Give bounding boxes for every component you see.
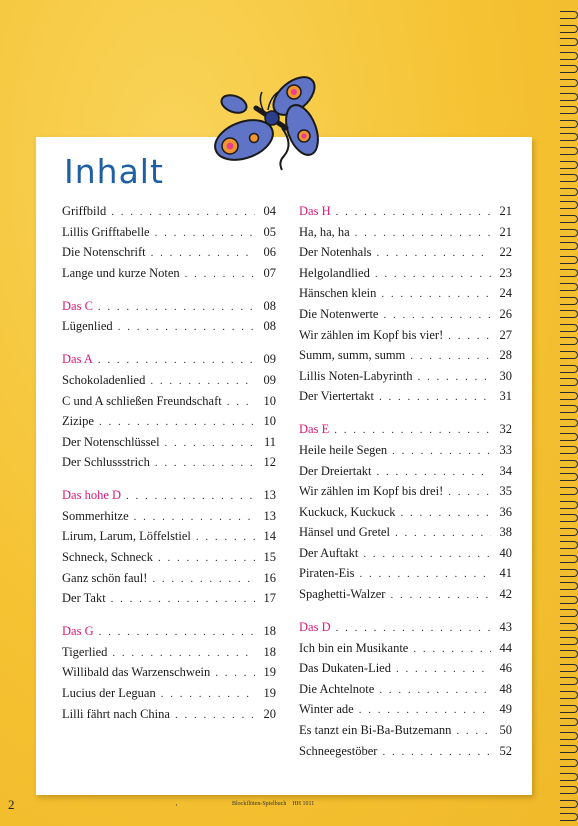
toc-entry (299, 464, 512, 485)
toc-page-number: 11 (263, 434, 276, 449)
toc-entry-title: Das H (299, 204, 331, 218)
toc-entry (62, 319, 276, 340)
footer-dot: · (175, 800, 178, 810)
toc-page-number: 40 (499, 545, 512, 560)
toc-page-number: 09 (263, 372, 276, 387)
toc-spacer (62, 286, 276, 298)
toc-page-number: 13 (263, 488, 276, 503)
toc-page-number: 08 (263, 298, 276, 313)
toc-entry (299, 587, 512, 608)
spiral-coil (558, 132, 578, 141)
toc-entry-title: Hänschen klein (299, 286, 377, 301)
toc-entry-title: Die Notenwerte (299, 306, 379, 321)
spiral-coil (558, 309, 578, 318)
toc-entry (62, 225, 276, 246)
toc-entry (299, 443, 512, 464)
spiral-coil (558, 772, 578, 781)
toc-entry (62, 645, 276, 666)
toc-entry-title: Heile heile Segen (299, 442, 388, 457)
toc-dot-leader (155, 227, 255, 239)
toc-entry (299, 702, 512, 723)
spiral-coil (558, 418, 578, 427)
toc-page-number: 42 (499, 587, 512, 602)
toc-entry-title: Ha, ha, ha (299, 224, 350, 239)
toc-entry-title: Der Auftakt (299, 545, 359, 560)
spiral-coil (558, 160, 578, 169)
toc-dot-leader (377, 247, 491, 259)
toc-entry-title: Die Achtelnote (299, 681, 375, 696)
toc-dot-leader (150, 375, 255, 387)
toc-entry (62, 435, 276, 456)
toc-entry (299, 744, 512, 765)
toc-dot-leader (158, 552, 255, 564)
toc-entry-title: Das A (62, 352, 93, 367)
toc-entry-title: Wir zählen im Kopf bis drei! (299, 484, 444, 499)
toc-spacer (299, 410, 512, 422)
spiral-coil (558, 64, 578, 73)
spiral-coil (558, 799, 578, 808)
toc-page-number: 36 (499, 504, 512, 519)
toc-entry-title: Das Dukaten-Lied (299, 661, 391, 676)
toc-section-heading (62, 488, 276, 509)
toc-page-number: 04 (263, 204, 276, 218)
toc-dot-leader (410, 350, 491, 362)
toc-page-number: 21 (499, 204, 512, 218)
toc-page-number: 17 (263, 591, 276, 606)
toc-entry (299, 266, 512, 287)
toc-page-number: 30 (499, 368, 512, 383)
toc-entry-title: Hänsel und Gretel (299, 525, 390, 540)
toc-dot-leader (98, 301, 255, 313)
toc-entry-title: Schokoladenlied (62, 372, 146, 387)
toc-entry-title: Der Dreiertakt (299, 463, 372, 478)
page-title: Inhalt (64, 152, 164, 191)
toc-entry-title: Lange und kurze Noten (62, 265, 180, 280)
toc-entry-title: Das G (62, 624, 94, 639)
spiral-coil (558, 581, 578, 590)
spiral-coil (558, 228, 578, 237)
toc-page-number: 52 (499, 743, 512, 758)
spiral-coil (558, 296, 578, 305)
spiral-coil (558, 622, 578, 631)
toc-dot-leader (111, 593, 255, 605)
toc-right-column (299, 204, 512, 764)
spiral-coil (558, 472, 578, 481)
spiral-coil (558, 92, 578, 101)
toc-section-heading (62, 624, 276, 645)
footer-book-title: Blockflöten-Spielbuch (232, 801, 287, 807)
toc-dot-leader (381, 288, 491, 300)
toc-entry-title: Der Schlussstrich (62, 455, 150, 470)
toc-page-number: 33 (499, 442, 512, 457)
spiral-coil (558, 51, 578, 60)
toc-entry (62, 266, 276, 287)
toc-dot-leader (390, 589, 491, 601)
toc-page-number: 41 (499, 566, 512, 581)
toc-page-number: 13 (263, 508, 276, 523)
toc-dot-leader (99, 416, 255, 428)
toc-dot-leader (448, 486, 491, 498)
toc-entry-title: Das E (299, 422, 330, 437)
toc-dot-leader (379, 391, 491, 403)
toc-section-heading (299, 422, 512, 443)
toc-page-number: 28 (499, 348, 512, 363)
toc-page-number: 15 (263, 550, 276, 565)
toc-dot-leader (126, 490, 255, 502)
toc-page-number: 07 (263, 265, 276, 280)
toc-dot-leader (161, 688, 255, 700)
toc-entry (299, 369, 512, 390)
spiral-coil (558, 391, 578, 400)
toc-entry (62, 665, 276, 686)
toc-page-number: 16 (263, 570, 276, 585)
toc-entry-title: Das D (299, 620, 331, 635)
spiral-coil (558, 336, 578, 345)
toc-dot-leader (395, 527, 491, 539)
toc-section-heading (62, 299, 276, 320)
toc-dot-leader (215, 667, 255, 679)
toc-dot-leader (112, 647, 255, 659)
toc-entry (62, 204, 276, 225)
toc-entry (299, 389, 512, 410)
toc-entry (62, 455, 276, 476)
spiral-coil (558, 595, 578, 604)
spiral-coil (558, 690, 578, 699)
toc-entry (62, 571, 276, 592)
toc-dot-leader (360, 568, 491, 580)
toc-dot-leader (363, 548, 491, 560)
spiral-coil (558, 241, 578, 250)
spiral-coil (558, 173, 578, 182)
toc-page-number: 34 (499, 463, 512, 478)
toc-entry (62, 686, 276, 707)
toc-dot-leader (396, 663, 491, 675)
toc-dot-leader (336, 622, 491, 634)
toc-entry-title: Spaghetti-Walzer (299, 587, 386, 602)
toc-dot-leader (355, 227, 491, 239)
spiral-coil (558, 649, 578, 658)
toc-entry-title: Lucius der Leguan (62, 686, 156, 701)
spiral-coil (558, 255, 578, 264)
toc-entry-title: Das hohe D (62, 488, 122, 503)
spiral-coil (558, 568, 578, 577)
toc-page-number: 23 (499, 265, 512, 280)
toc-dot-leader (196, 531, 255, 543)
toc-entry-title: Sommerhitze (62, 508, 129, 523)
toc-page-number: 10 (263, 414, 276, 429)
toc-spacer (62, 340, 276, 352)
toc-page-number: 48 (499, 681, 512, 696)
toc-page-number: 24 (499, 286, 512, 301)
toc-entry (299, 225, 512, 246)
toc-dot-leader (175, 709, 255, 721)
toc-entry-title: Piraten-Eis (299, 566, 355, 581)
toc-entry (62, 550, 276, 571)
toc-entry-title: Summ, summ, summ (299, 348, 406, 363)
toc-spacer (62, 476, 276, 488)
footer-text (232, 801, 314, 807)
toc-entry (299, 566, 512, 587)
spiral-coil (558, 676, 578, 685)
toc-page-number: 10 (263, 393, 276, 408)
toc-dot-leader (401, 507, 492, 519)
toc-page-number: 44 (499, 640, 512, 655)
spiral-coil (558, 268, 578, 277)
dragonfly-illustration (198, 52, 338, 182)
toc-entry (299, 328, 512, 349)
toc-entry (299, 546, 512, 567)
toc-dot-leader (375, 268, 491, 280)
spiral-coil (558, 663, 578, 672)
toc-entry (299, 286, 512, 307)
toc-page-number: 26 (499, 306, 512, 321)
toc-entry-title: Kuckuck, Kuckuck (299, 504, 396, 519)
toc-entry-title: Die Notenschrift (62, 245, 146, 260)
toc-entry (299, 245, 512, 266)
toc-entry (299, 682, 512, 703)
spiral-coil (558, 119, 578, 128)
toc-entry-title: Winter ade (299, 702, 354, 717)
toc-dot-leader (448, 330, 491, 342)
spiral-coil (558, 105, 578, 114)
toc-dot-leader (227, 396, 255, 408)
toc-dot-leader (456, 725, 491, 737)
toc-section-heading (299, 204, 512, 225)
spiral-coil (558, 78, 578, 87)
toc-entry-title: Das C (62, 298, 93, 313)
spiral-coil (558, 554, 578, 563)
spiral-coil (558, 513, 578, 522)
spiral-coil (558, 785, 578, 794)
toc-page-number: 43 (499, 620, 512, 635)
toc-dot-leader (383, 309, 491, 321)
toc-entry (62, 373, 276, 394)
toc-page-number: 18 (263, 644, 276, 659)
spiral-coil (558, 744, 578, 753)
spiral-coil (558, 432, 578, 441)
toc-dot-leader (185, 268, 255, 280)
toc-entry (62, 707, 276, 728)
toc-spacer (62, 612, 276, 624)
toc-entry-title: Der Takt (62, 591, 106, 606)
toc-entry-title: Lilli fährt nach China (62, 706, 170, 721)
toc-page-number: 46 (499, 661, 512, 676)
toc-dot-leader (392, 445, 491, 457)
spiral-coil (558, 717, 578, 726)
spiral-coil (558, 540, 578, 549)
spiral-coil (558, 323, 578, 332)
toc-page-number: 18 (263, 624, 276, 639)
toc-dot-leader (98, 354, 255, 366)
spiral-coil (558, 731, 578, 740)
spiral-binding (556, 0, 578, 826)
toc-spacer (299, 608, 512, 620)
toc-entry (62, 414, 276, 435)
toc-dot-leader (165, 437, 255, 449)
spiral-coil (558, 486, 578, 495)
toc-dot-leader (334, 424, 491, 436)
footer-catalog-number: HH 1011 (292, 801, 315, 807)
toc-entry-title: Der Notenhals (299, 245, 372, 260)
toc-entry-title: Ganz schön faul! (62, 570, 148, 585)
toc-entry-title: Wir zählen im Kopf bis vier! (299, 327, 444, 342)
toc-entry-title: Helgolandlied (299, 265, 370, 280)
toc-dot-leader (336, 206, 491, 218)
toc-page-number: 38 (499, 525, 512, 540)
toc-entry-title: Griffbild (62, 204, 107, 218)
toc-dot-leader (111, 206, 255, 218)
toc-page-number: 05 (263, 224, 276, 239)
toc-page-number: 21 (499, 224, 512, 239)
toc-entry (299, 661, 512, 682)
spiral-coil (558, 459, 578, 468)
toc-dot-leader (151, 247, 255, 259)
spiral-coil (558, 10, 578, 19)
toc-dot-leader (413, 643, 491, 655)
toc-entry (299, 641, 512, 662)
toc-dot-leader (155, 457, 255, 469)
toc-page-number: 27 (499, 327, 512, 342)
toc-entry (62, 591, 276, 612)
toc-entry-title: Schneck, Schneck (62, 550, 153, 565)
toc-entry (299, 348, 512, 369)
spiral-coil (558, 404, 578, 413)
toc-entry-title: Lillis Grifftabelle (62, 224, 150, 239)
toc-entry-title: Tigerlied (62, 644, 108, 659)
spiral-coil (558, 500, 578, 509)
toc-page-number: 32 (499, 422, 512, 437)
spiral-coil (558, 527, 578, 536)
spiral-coil (558, 364, 578, 373)
toc-section-heading (62, 352, 276, 373)
toc-entry (62, 509, 276, 530)
toc-entry-title: Lillis Noten-Labyrinth (299, 368, 413, 383)
spiral-coil (558, 704, 578, 713)
toc-page-number: 06 (263, 245, 276, 260)
toc-entry-title: Lügenlied (62, 319, 113, 334)
toc-entry-title: Der Viertertakt (299, 389, 375, 404)
toc-entry (62, 394, 276, 415)
spiral-coil (558, 214, 578, 223)
toc-entry (62, 245, 276, 266)
toc-page-number: 08 (263, 319, 276, 334)
spiral-coil (558, 37, 578, 46)
toc-page-number: 14 (263, 529, 276, 544)
toc-dot-leader (382, 746, 491, 758)
toc-page-number: 19 (263, 665, 276, 680)
spiral-coil (558, 24, 578, 33)
toc-dot-leader (118, 321, 255, 333)
toc-dot-leader (418, 371, 491, 383)
spiral-coil (558, 608, 578, 617)
spiral-coil (558, 636, 578, 645)
spiral-coil (558, 350, 578, 359)
toc-page-number: 31 (499, 389, 512, 404)
toc-entry (299, 307, 512, 328)
toc-entry (299, 525, 512, 546)
toc-left-column (62, 204, 276, 727)
spiral-coil (558, 758, 578, 767)
toc-page-number: 49 (499, 702, 512, 717)
toc-entry (299, 723, 512, 744)
toc-dot-leader (359, 704, 491, 716)
page-number: 2 (8, 797, 15, 812)
spiral-coil (558, 282, 578, 291)
spiral-coil (558, 812, 578, 821)
toc-page-number: 22 (499, 245, 512, 260)
toc-page-number: 09 (263, 352, 276, 367)
toc-dot-leader (152, 573, 255, 585)
toc-entry (299, 505, 512, 526)
toc-entry-title: Zizipe (62, 414, 94, 429)
spiral-coil (558, 146, 578, 155)
toc-dot-leader (134, 511, 255, 523)
toc-page-number: 35 (499, 484, 512, 499)
spiral-coil (558, 187, 578, 196)
spiral-coil (558, 445, 578, 454)
toc-entry-title: Ich bin ein Musikante (299, 640, 409, 655)
toc-entry-title: Lirum, Larum, Löffelstiel (62, 529, 191, 544)
toc-page-number: 20 (263, 706, 276, 721)
toc-page-number: 19 (263, 686, 276, 701)
toc-entry-title: C und A schließen Freundschaft (62, 393, 222, 408)
toc-entry (62, 529, 276, 550)
toc-page-number: 50 (499, 723, 512, 738)
toc-entry-title: Der Notenschlüssel (62, 434, 160, 449)
toc-entry-title: Willibald das Warzenschwein (62, 665, 211, 680)
spiral-coil (558, 377, 578, 386)
toc-dot-leader (379, 684, 491, 696)
spiral-coil (558, 200, 578, 209)
toc-dot-leader (377, 466, 491, 478)
toc-entry-title: Es tanzt ein Bi-Ba-Butzemann (299, 723, 452, 738)
toc-section-heading (299, 620, 512, 641)
toc-entry-title: Schneegestöber (299, 743, 378, 758)
toc-dot-leader (99, 626, 255, 638)
toc-page-number: 12 (263, 455, 276, 470)
toc-entry (299, 484, 512, 505)
